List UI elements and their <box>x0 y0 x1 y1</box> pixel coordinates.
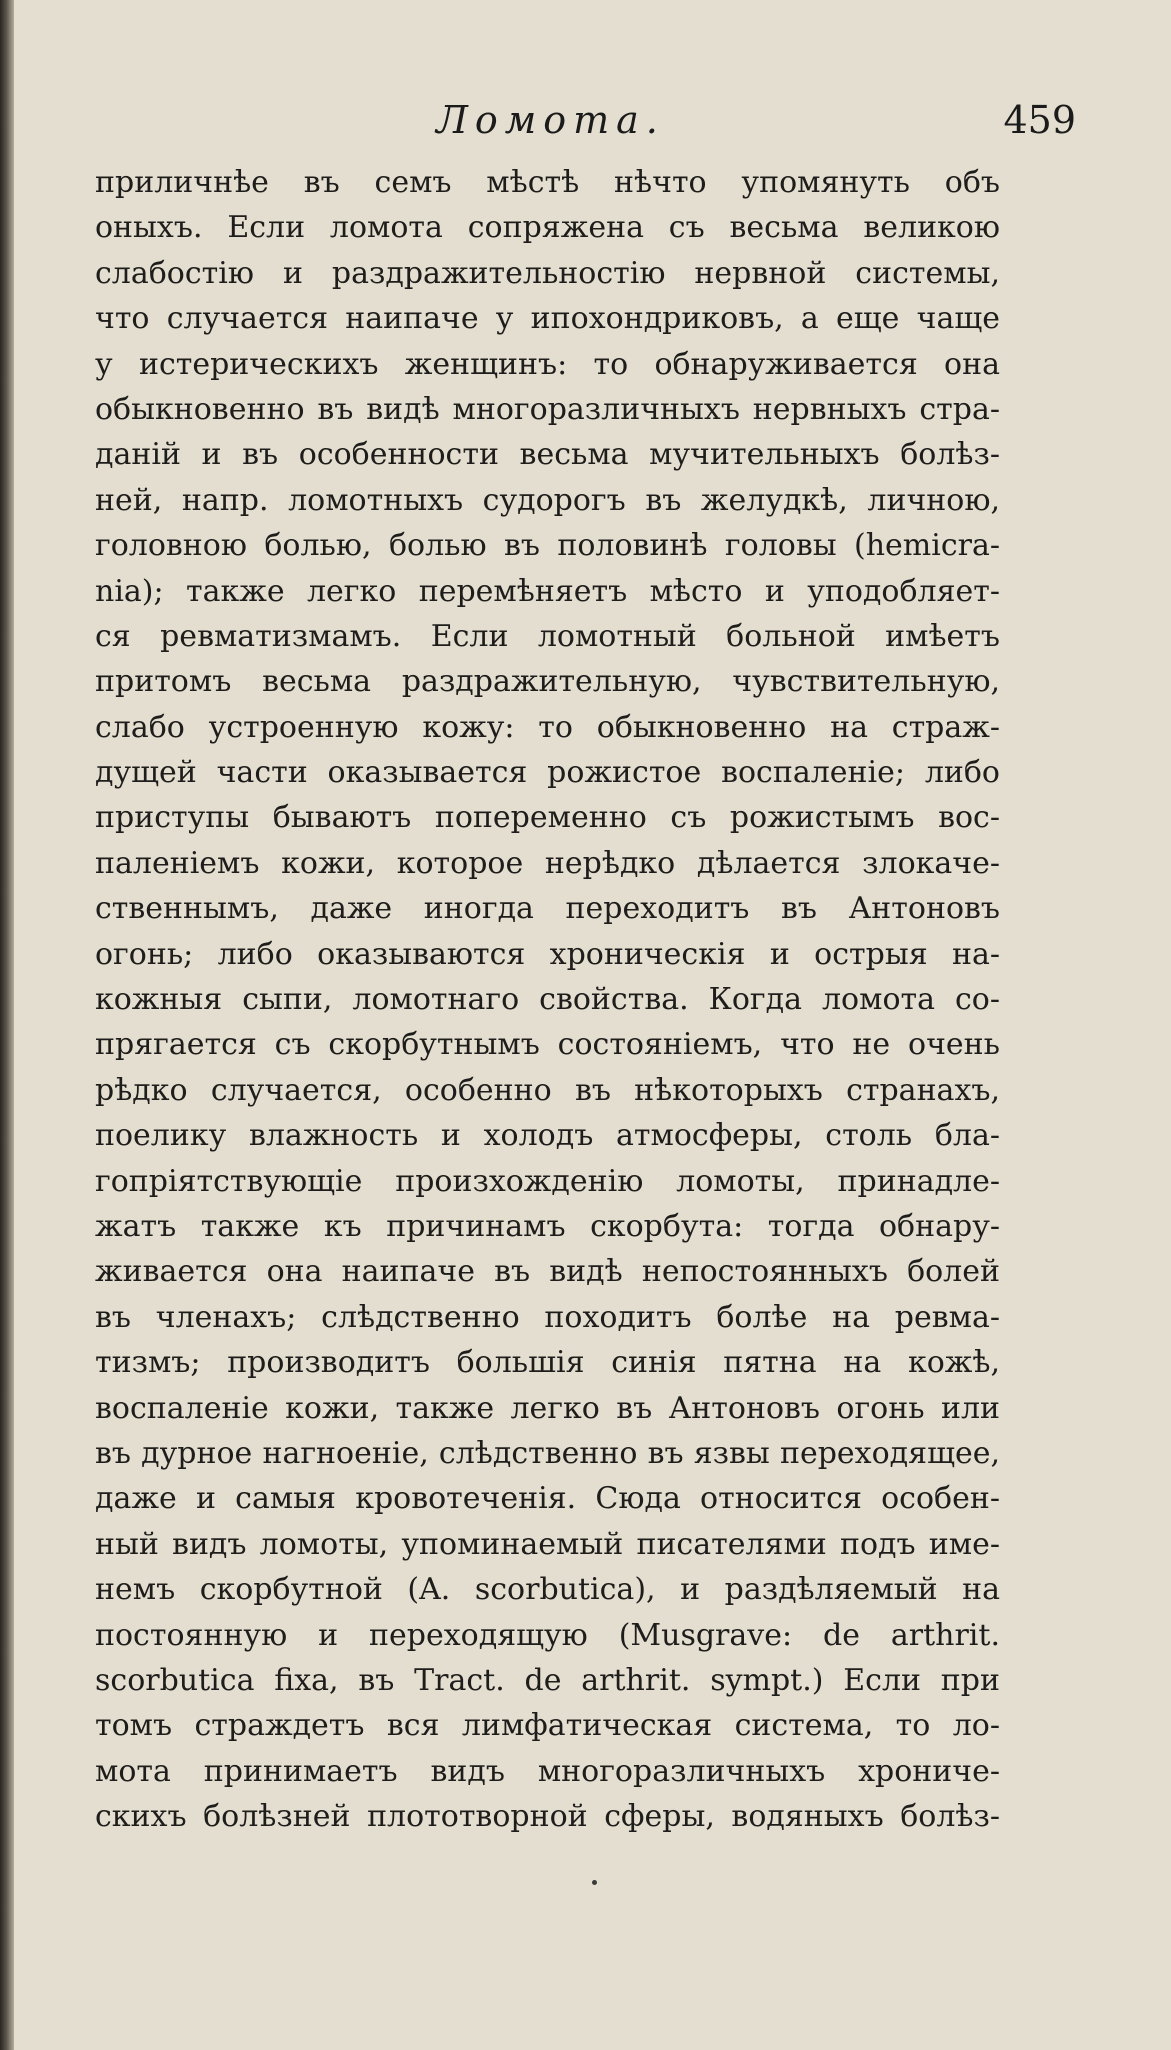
text-line: мота принимаетъ видъ многоразличныхъ хрониче- <box>95 1753 1000 1789</box>
text-line: прягается съ скорбутнымъ состояніемъ, что не очень <box>95 1027 1000 1063</box>
text-line: слабо устроенную кожу: то обыкновенно на страж- <box>95 709 1000 745</box>
text-line: скихъ болѣзней плототворной сферы, водяныхъ болѣз- <box>95 1799 1000 1835</box>
text-line: nia); также легко перемѣняетъ мѣсто и уподобляет- <box>95 573 1000 609</box>
text-line: живается она наипаче въ видѣ непостоянныхъ болей <box>95 1254 1000 1290</box>
page-binding-edge <box>0 0 14 2050</box>
text-line: паленіемъ кожи, которое нерѣдко дѣлается злокаче- <box>95 845 1000 881</box>
text-line: рѣдко случается, особенно въ нѣкоторыхъ странахъ, <box>95 1072 1000 1108</box>
text-line: постоянную и переходящую (Musgrave: de arthrit. <box>95 1617 1000 1653</box>
text-line: немъ скорбутной (A. scorbutica), и раздѣляемый на <box>95 1572 1000 1608</box>
text-line: кожныя сыпи, ломотнаго свойства. Когда ломота со- <box>95 982 1000 1018</box>
page-header <box>95 98 1076 150</box>
text-line: что случается наипаче у ипохондриковъ, а еще чаще <box>95 301 1000 337</box>
text-line: гопріятствующіе произхожденію ломоты, принадле- <box>95 1163 1000 1199</box>
body-text <box>95 160 1000 1839</box>
text-line: поелику влажность и холодъ атмосферы, столь бла- <box>95 1118 1000 1154</box>
text-line: томъ страждетъ вся лимфатическая система, то ло- <box>95 1708 1000 1744</box>
text-line: обыкновенно въ видѣ многоразличныхъ нервныхъ стра- <box>95 391 1000 427</box>
text-line: головною болью, болью въ половинѣ головы (hemicra- <box>95 528 1000 564</box>
text-line: даній и въ особенности весьма мучительныхъ болѣз- <box>95 437 1000 473</box>
text-line: оныхъ. Если ломота сопряжена съ весьма великою <box>95 210 1000 246</box>
running-title: Ломота. <box>436 98 665 142</box>
text-line: слабостію и раздражительностію нервной системы, <box>95 255 1000 291</box>
text-line: притомъ весьма раздражительную, чувствительную, <box>95 664 1000 700</box>
page-number: 459 <box>1003 98 1076 142</box>
text-line: приступы бываютъ попеременно съ рожистымъ вос- <box>95 800 1000 836</box>
text-line: ся ревматизмамъ. Если ломотный больной имѣетъ <box>95 618 1000 654</box>
text-line: дущей части оказывается рожистое воспаленіе; либо <box>95 755 1000 791</box>
footer-ink-dot <box>592 1880 597 1885</box>
text-line: воспаленіе кожи, также легко въ Антоновъ огонь или <box>95 1390 1000 1426</box>
text-line: тизмъ; производитъ большія синія пятна на кожѣ, <box>95 1345 1000 1381</box>
text-line: въ членахъ; слѣдственно походитъ болѣе на ревма- <box>95 1299 1000 1335</box>
text-line: даже и самыя кровотеченія. Сюда относится особен- <box>95 1481 1000 1517</box>
text-line: ственнымъ, даже иногда переходитъ въ Антоновъ <box>95 891 1000 927</box>
text-line: приличнѣе въ семъ мѣстѣ нѣчто упомянуть объ <box>95 165 1000 200</box>
text-line: ней, напр. ломотныхъ судорогъ въ желудкѣ, личною, <box>95 482 1000 518</box>
text-line: scorbutica fixa, въ Tract. de arthrit. sympt.) Если при <box>95 1662 1000 1698</box>
text-line: жатъ также къ причинамъ скорбута: тогда обнару- <box>95 1208 1000 1244</box>
text-line: ный видъ ломоты, упоминаемый писателями подъ име- <box>95 1526 1000 1562</box>
text-line: огонь; либо оказываются хроническія и острыя на- <box>95 936 1000 972</box>
text-line: у истерическихъ женщинъ: то обнаруживается она <box>95 346 1000 382</box>
text-line: въ дурное нагноеніе, слѣдственно въ язвы переходящее, <box>95 1435 1000 1471</box>
